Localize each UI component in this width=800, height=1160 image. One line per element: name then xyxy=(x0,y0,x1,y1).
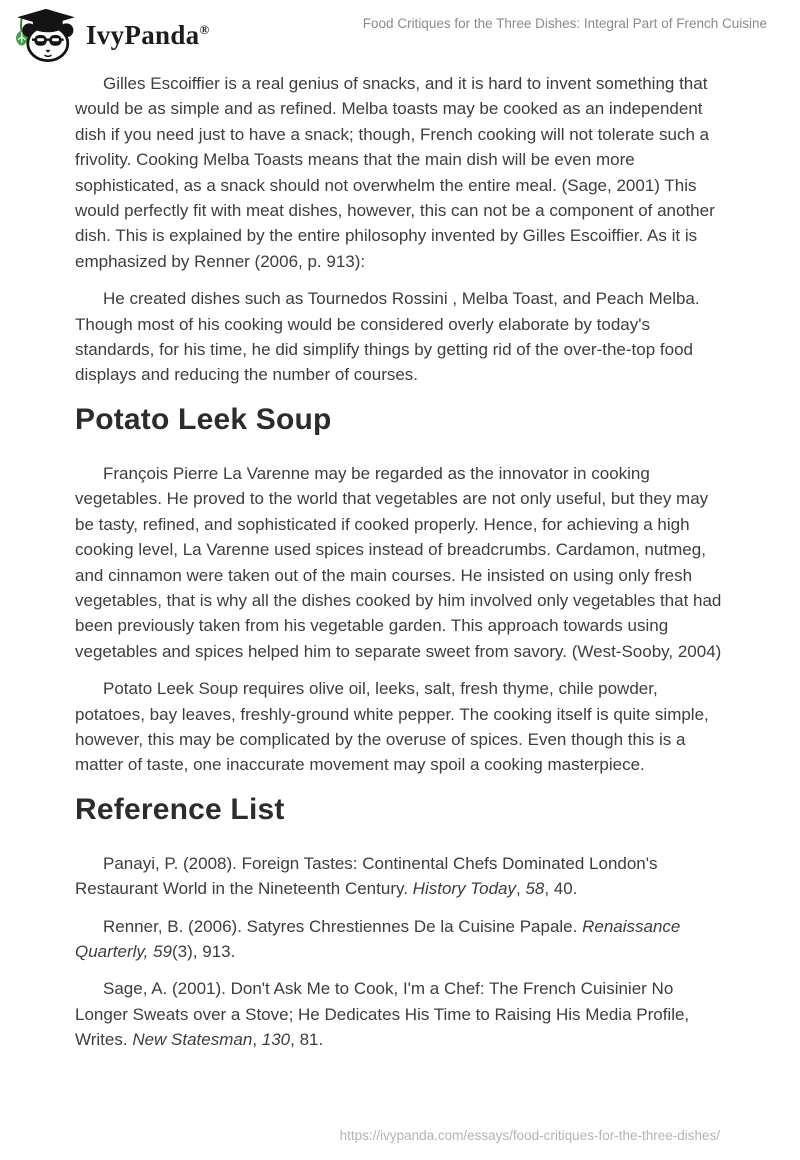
reference-journal: New Statesman xyxy=(132,1030,253,1050)
source-url[interactable]: https://ivypanda.com/essays/food-critiques-for-the-three-dishes/ xyxy=(339,1128,720,1143)
page-header xyxy=(0,0,800,62)
reference-text: Panayi, P. (2008). Foreign Tastes: Continental Chefs Dominated London's Restaurant World in the Nineteenth Century. xyxy=(75,853,658,899)
registered-mark: ® xyxy=(199,22,210,37)
reference-journal: History Today xyxy=(412,879,516,899)
reference-renner: Renner, B. (2006). Satyres Chrestiennes De la Cuisine Papale. Renaissance Quarterly, 59(3), 913. xyxy=(75,916,681,961)
reference-volume: 130 xyxy=(261,1030,291,1050)
paragraph-la-varenne: François Pierre La Varenne may be regarded as the innovator in cooking vegetables. He proved to the world that vegetables are not only useful, but they may be tasty, refined, and sophisticated if cooked properly. Hence, for achieving a high cooking level, La Varenne used spices instead of breadcrumbs. Cardamon, nutmeg, and cinnamon were taken out of the main courses. He insisted on using only fresh vegetables, that is why all the dishes cooked by him involved only vegetables that had been previously taken from his vegetable garden. This approach towards using vegetables and spices helped him to separate sweet from savory. (West-Sooby, 2004) xyxy=(75,463,722,661)
heading-reference-list: Reference List xyxy=(75,792,285,826)
heading-potato-leek-soup: Potato Leek Soup xyxy=(75,402,332,436)
document-title: Food Critiques for the Three Dishes: Integral Part of French Cuisine xyxy=(362,16,767,31)
paragraph-melba-toast: Gilles Escoiffier is a real genius of snacks, and it is hard to invent something that would be as simple and as refined. Melba toasts may be cooked as an independent dish if you need just to have a snack; though, French cooking will not tolerate such a frivolity. Cooking Melba Toasts means that the main dish will be even more sophisticated, as a snack should not overwhelm the entire meal. (Sage, 2001) This would perfectly fit with meat dishes, however, this can not be a component of another dish. This is explained by the entire philosophy invented by Gilles Escoiffier. As it is emphasized by Renner (2006, p. 913): xyxy=(75,74,715,271)
reference-text: Sage, A. (2001). Don't Ask Me to Cook, I'm a Chef: The French Cuisinier No Longer Sweats over a Stove; He Dedicates His Time to Raising His Media Profile, Writes. xyxy=(75,979,690,1050)
reference-text: Renner, B. (2006). Satyres Chrestiennes De la Cuisine Papale. xyxy=(103,916,583,936)
ivypanda-logo-icon xyxy=(12,8,78,62)
paragraph-soup-recipe: Potato Leek Soup requires olive oil, leeks, salt, fresh thyme, chile powder, potatoes, bay leaves, freshly-ground white pepper. The cooking itself is quite simple, however, this may be complicated by the overuse of spices. Even though this is a matter of taste, one inaccurate movement may spoil a cooking masterpiece. xyxy=(75,679,709,775)
reference-volume: 58 xyxy=(525,879,545,899)
brand-name: IvyPanda® xyxy=(86,20,210,50)
reference-journal: Renaissance Quarterly, 59 xyxy=(75,916,681,961)
reference-panayi: Panayi, P. (2008). Foreign Tastes: Continental Chefs Dominated London's Restaurant World in the Nineteenth Century. History Today, 58, 40. xyxy=(75,853,658,899)
brand[interactable] xyxy=(12,8,209,62)
essay-content xyxy=(0,62,800,1053)
paragraph-renner-quote: He created dishes such as Tournedos Rossini , Melba Toast, and Peach Melba. Though most of his cooking would be considered overly elaborate by today's standards, for his time, he did simplify things by getting rid of the over-the-top food displays and reducing the number of courses. xyxy=(75,289,700,385)
reference-sage: Sage, A. (2001). Don't Ask Me to Cook, I'm a Chef: The French Cuisinier No Longer Sweats over a Stove; He Dedicates His Time to Raising His Media Profile, Writes. New Statesman, 130, 81. xyxy=(75,979,690,1050)
